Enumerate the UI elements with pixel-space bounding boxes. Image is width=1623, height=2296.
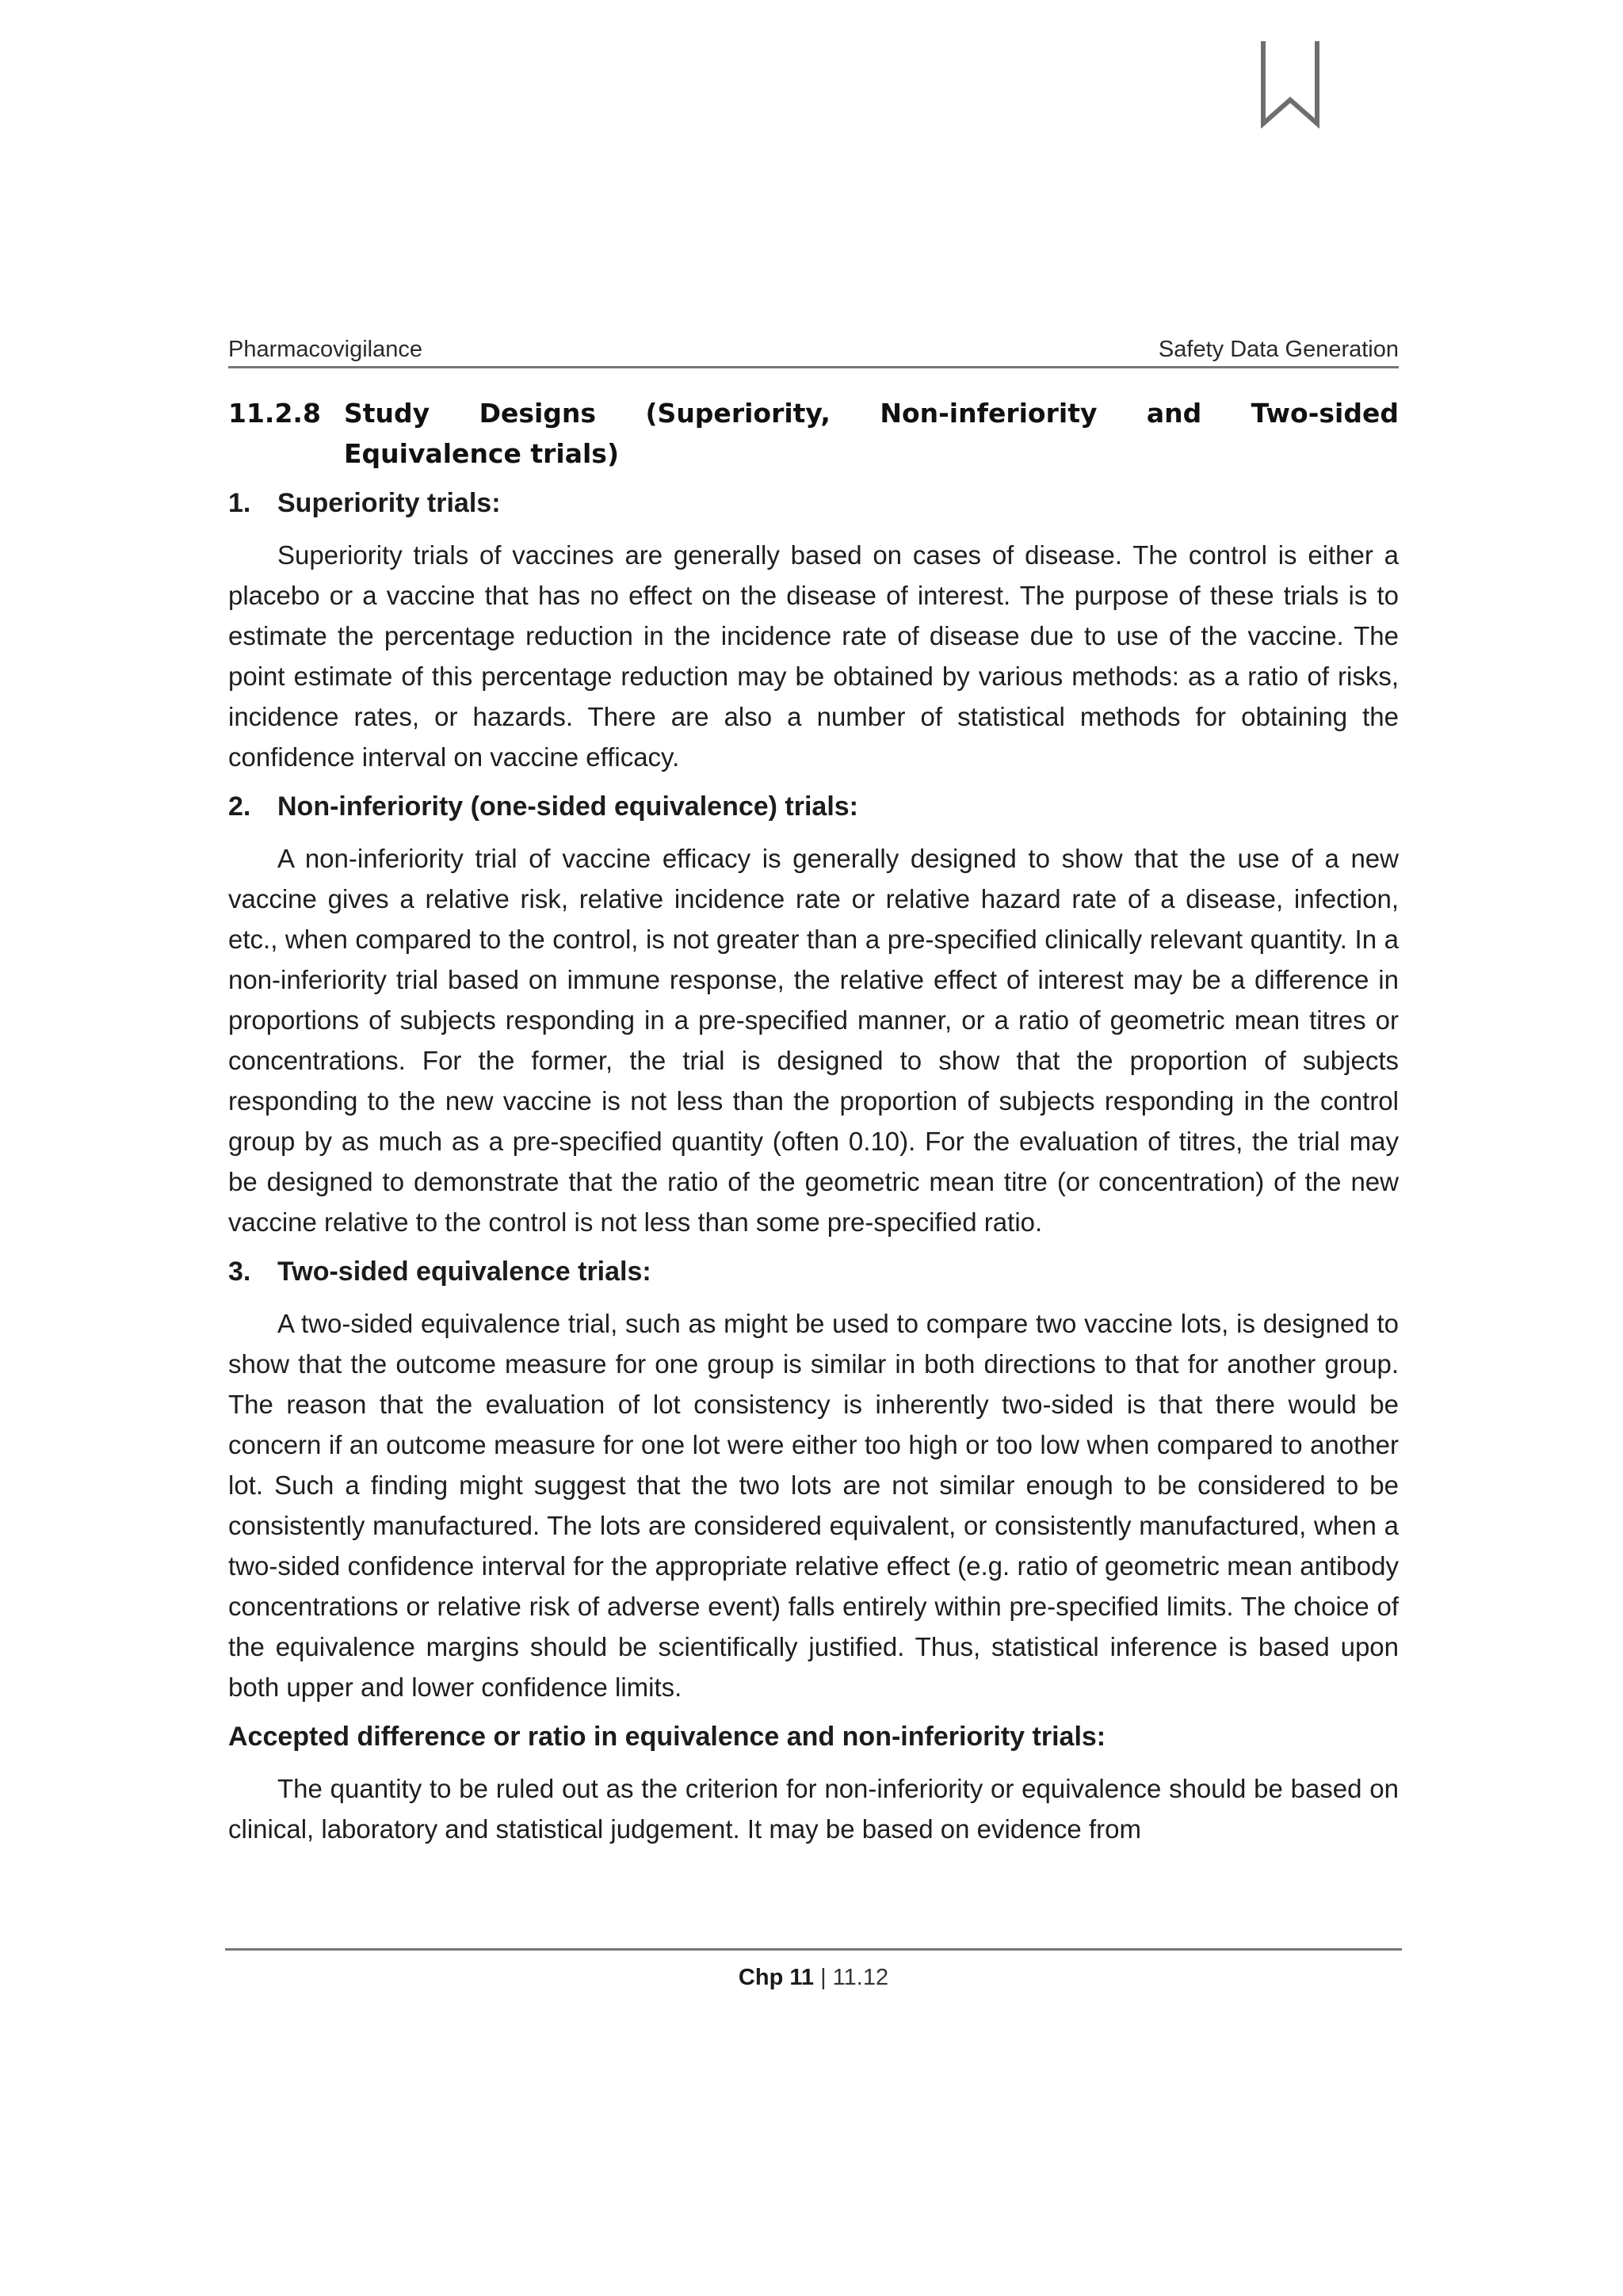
subsection-number: 1. (228, 488, 251, 518)
footer-page-number: 11.12 (832, 1965, 889, 1990)
subsection-number: 2. (228, 791, 251, 822)
accepted-difference-heading: Accepted difference or ratio in equivalence and non-inferiority trials: (228, 1722, 1106, 1752)
footer-chapter: Chp 11 (738, 1965, 814, 1990)
bookmark-logo-icon (1258, 38, 1322, 128)
subsection-title: Non-inferiority (one-sided equivalence) trials: (277, 791, 859, 822)
subsection-number: 3. (228, 1257, 251, 1287)
section-heading (228, 393, 1399, 474)
section-title-line-2: Equivalence trials) (344, 438, 620, 469)
paragraph-non-inferiority: A non-inferiority trial of vaccine efficacy is generally designed to show that the use of a new vaccine gives a relative risk, relative incidence rate or relative hazard rate of a disease, infection, etc., when compared to the control, is not greater than a pre-specified clinically relevant quantity. In a non-inferiority trial based on immune response, the relative effect of interest may be a difference in proportions of subjects responding in a pre-specified manner, or a ratio of geometric mean titres or concentrations. For the former, the trial is designed to show that the proportion of subjects responding to the new vaccine is not less than the proportion of subjects responding in the control group by as much as a pre-specified quantity (often 0.10). For the evaluation of titres, the trial may be designed to demonstrate that the ratio of the geometric mean titre (or concentration) of the new vaccine relative to the control is not less than some pre-specified ratio. (228, 844, 1399, 1237)
page-content (228, 393, 1399, 1859)
footer-separator: | (820, 1965, 827, 1990)
subsection-heading-superiority (228, 483, 1399, 524)
subsection-title: Superiority trials: (277, 488, 501, 518)
paragraph-superiority: Superiority trials of vaccines are generally based on cases of disease. The control is either a placebo or a vaccine that has no effect on the disease of interest. The purpose of these trials is to estimate the percentage reduction in the incidence rate of disease due to use of the vaccine. The point estimate of this percentage reduction may be obtained by various methods: as a ratio of risks, incidence rates, or hazards. There are also a number of statistical methods for obtaining the confidence interval on vaccine efficacy. (228, 540, 1399, 772)
subsection-title: Two-sided equivalence trials: (277, 1257, 651, 1287)
section-title (344, 393, 1399, 474)
page-footer (225, 1948, 1402, 1992)
section-title-line-1: Study Designs (Superiority, Non-inferiority and Two-sided (344, 398, 1399, 429)
header-chapter-title: Safety Data Generation (1158, 337, 1399, 362)
running-header (228, 331, 1399, 368)
subsection-heading-non-inferiority (228, 787, 1399, 827)
subsection-heading-two-sided (228, 1252, 1399, 1292)
header-book-title: Pharmacovigilance (228, 337, 423, 362)
section-number: 11.2.8 (228, 398, 321, 429)
paragraph-accepted-difference: The quantity to be ruled out as the criterion for non-inferiority or equivalence should be based on clinical, laboratory and statistical judgement. It may be based on evidence from (228, 1774, 1399, 1844)
paragraph-two-sided: A two-sided equivalence trial, such as might be used to compare two vaccine lots, is designed to show that the outcome measure for one group is similar in both directions to that for another group. The reason that the evaluation of lot consistency is inherently two-sided is that there would be concern if an outcome measure for one lot were either too high or too low when compared to another lot. Such a finding might suggest that the two lots are not similar enough to be considered to be consistently manufactured. The lots are considered equivalent, or consistently manufactured, when a two-sided confidence interval for the appropriate relative effect (e.g. ratio of geometric mean antibody concentrations or relative risk of adverse event) falls entirely within pre-specified limits. The choice of the equivalence margins should be scientifically justified. Thus, statistical inference is based upon both upper and lower confidence limits. (228, 1309, 1399, 1702)
